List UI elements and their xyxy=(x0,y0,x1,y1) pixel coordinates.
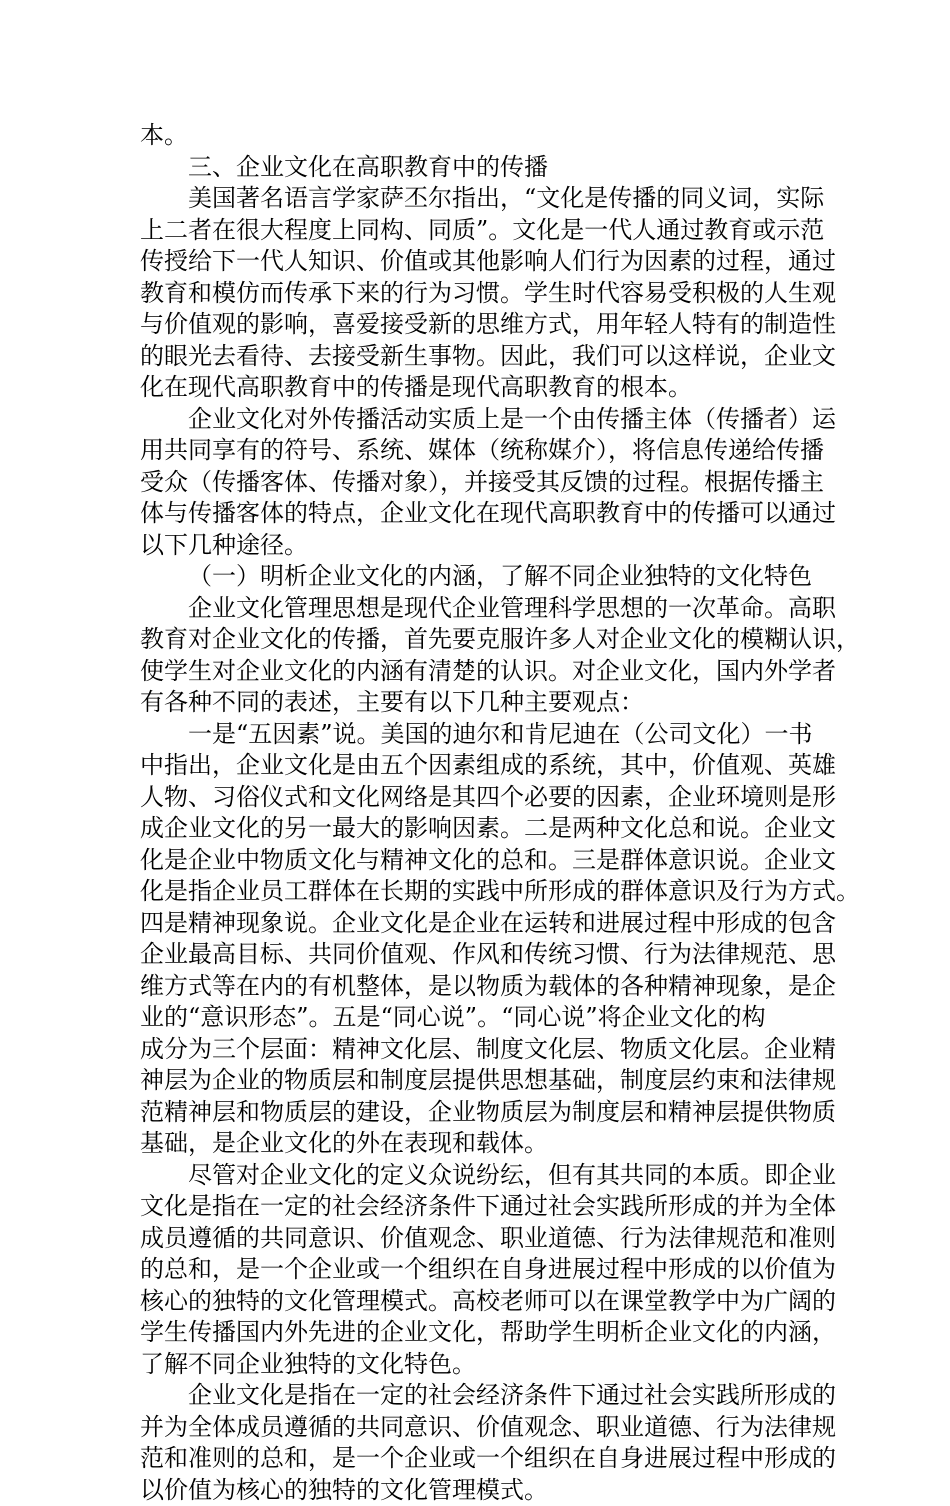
text-line: 成员遵循的共同意识、价值观念、职业道德、行为法律规范和准则 xyxy=(140,1223,812,1255)
text-line: 企业文化是指在一定的社会经济条件下通过社会实践所形成的 xyxy=(140,1380,812,1412)
text-line: 化是企业中物质文化与精神文化的总和。三是群体意识说。企业文 xyxy=(140,845,812,877)
text-line: 使学生对企业文化的内涵有清楚的认识。对企业文化，国内外学者 xyxy=(140,656,812,688)
text-line: 业的“意识形态”。五是“同心说”。“同心说”将企业文化的构 xyxy=(140,1002,812,1034)
text-line: 范和准则的总和，是一个企业或一个组织在自身进展过程中形成的 xyxy=(140,1443,812,1475)
text-line: 的总和，是一个企业或一个组织在自身进展过程中形成的以价值为 xyxy=(140,1254,812,1286)
text-line: 了解不同企业独特的文化特色。 xyxy=(140,1349,812,1381)
text-line: 成分为三个层面：精神文化层、制度文化层、物质文化层。企业精 xyxy=(140,1034,812,1066)
text-line: 维方式等在内的有机整体，是以物质为载体的各种精神现象，是企 xyxy=(140,971,812,1003)
text-line: 中指出，企业文化是由五个因素组成的系统，其中，价值观、英雄 xyxy=(140,750,812,782)
text-line: 化是指企业员工群体在长期的实践中所形成的群体意识及行为方式。 xyxy=(140,876,812,908)
text-line: 教育和模仿而传承下来的行为习惯。学生时代容易受积极的人生观 xyxy=(140,278,812,310)
text-line: 企业最高目标、共同价值观、作风和传统习惯、行为法律规范、思 xyxy=(140,939,812,971)
text-line: 用共同享有的符号、系统、媒体（统称媒介），将信息传递给传播 xyxy=(140,435,812,467)
text-line: 范精神层和物质层的建设，企业物质层为制度层和精神层提供物质 xyxy=(140,1097,812,1129)
text-line: 一是“五因素”说。美国的迪尔和肯尼迪在（公司文化）一书 xyxy=(140,719,812,751)
text-line: 神层为企业的物质层和制度层提供思想基础，制度层约束和法律规 xyxy=(140,1065,812,1097)
text-line: 化在现代高职教育中的传播是现代高职教育的根本。 xyxy=(140,372,812,404)
text-line: 成企业文化的另一最大的影响因素。二是两种文化总和说。企业文 xyxy=(140,813,812,845)
text-line: 四是精神现象说。企业文化是企业在运转和进展过程中形成的包含 xyxy=(140,908,812,940)
text-line: 三、企业文化在高职教育中的传播 xyxy=(140,152,812,184)
text-line: 受众（传播客体、传播对象），并接受其反馈的过程。根据传播主 xyxy=(140,467,812,499)
text-line: 学生传播国内外先进的企业文化，帮助学生明析企业文化的内涵， xyxy=(140,1317,812,1349)
text-line: 有各种不同的表述，主要有以下几种主要观点： xyxy=(140,687,812,719)
text-line: 文化是指在一定的社会经济条件下通过社会实践所形成的并为全体 xyxy=(140,1191,812,1223)
text-line: 以下几种途径。 xyxy=(140,530,812,562)
text-line: 美国著名语言学家萨丕尔指出，“文化是传播的同义词，实际 xyxy=(140,183,812,215)
text-line: 并为全体成员遵循的共同意识、价值观念、职业道德、行为法律规 xyxy=(140,1412,812,1444)
text-line: 体与传播客体的特点，企业文化在现代高职教育中的传播可以通过 xyxy=(140,498,812,530)
text-line: 企业文化对外传播活动实质上是一个由传播主体（传播者）运 xyxy=(140,404,812,436)
text-line: 教育对企业文化的传播，首先要克服许多人对企业文化的模糊认识， xyxy=(140,624,812,656)
text-line: 基础，是企业文化的外在表现和载体。 xyxy=(140,1128,812,1160)
document-page xyxy=(140,120,812,1506)
text-line: （一）明析企业文化的内涵，了解不同企业独特的文化特色 xyxy=(140,561,812,593)
text-line: 以价值为核心的独特的文化管理模式。 xyxy=(140,1475,812,1506)
text-line: 传授给下一代人知识、价值或其他影响人们行为因素的过程，通过 xyxy=(140,246,812,278)
text-line: 尽管对企业文化的定义众说纷纭，但有其共同的本质。即企业 xyxy=(140,1160,812,1192)
text-line: 核心的独特的文化管理模式。高校老师可以在课堂教学中为广阔的 xyxy=(140,1286,812,1318)
text-line: 人物、习俗仪式和文化网络是其四个必要的因素，企业环境则是形 xyxy=(140,782,812,814)
text-line: 企业文化管理思想是现代企业管理科学思想的一次革命。高职 xyxy=(140,593,812,625)
text-line: 的眼光去看待、去接受新生事物。因此，我们可以这样说，企业文 xyxy=(140,341,812,373)
text-line: 上二者在很大程度上同构、同质”。文化是一代人通过教育或示范 xyxy=(140,215,812,247)
text-line: 与价值观的影响，喜爱接受新的思维方式，用年轻人特有的制造性 xyxy=(140,309,812,341)
text-line: 本。 xyxy=(140,120,812,152)
